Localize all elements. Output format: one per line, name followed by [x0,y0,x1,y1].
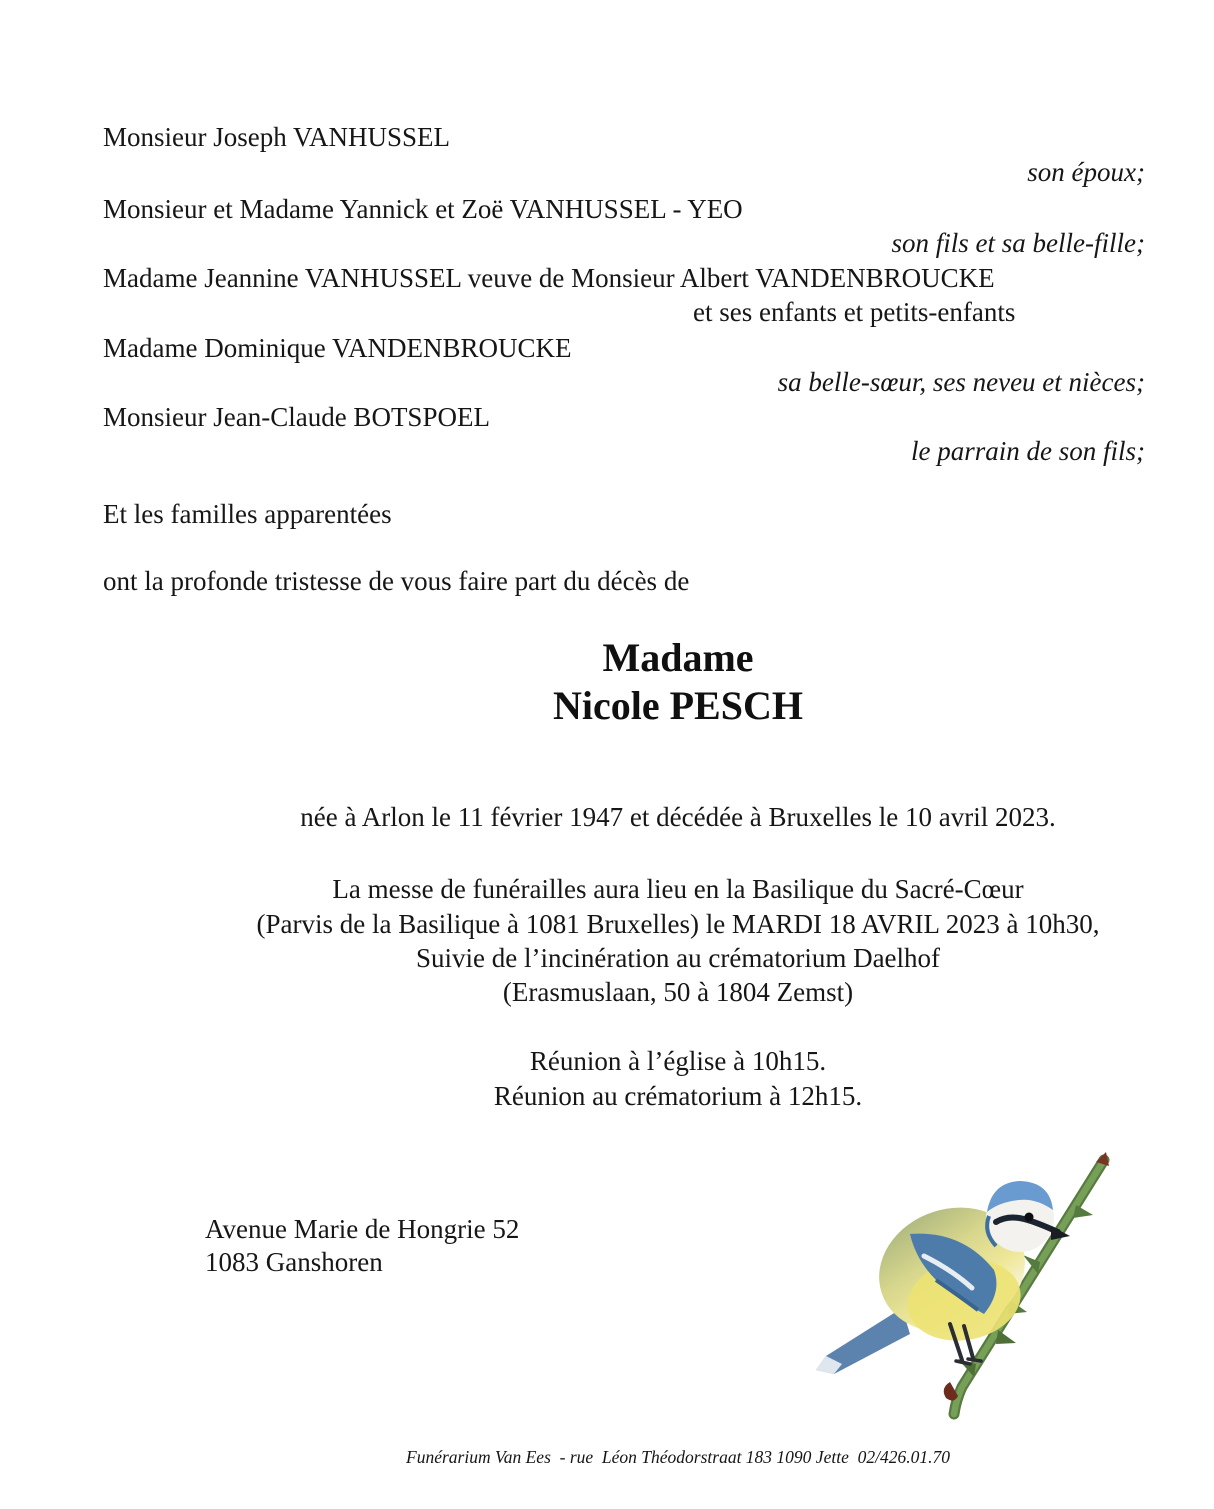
relation-sister-in-law: sa belle-sœur, ses neveu et nièces; [777,367,1145,397]
ceremony-line-3: Suivie de l’incinération au crématorium Daelhof [415,943,941,973]
ceremony-line-2: (Parvis de la Basilique à 1081 Bruxelles) le MARDI 18 AVRIL 2023 à 10h30, [256,909,1100,939]
family-member-sister-in-law: Madame Jeannine VANHUSSEL veuve de Monsieur Albert VANDENBROUCKE [103,263,995,293]
ceremony-line-1: La messe de funérailles aura lieu en la Basilique du Sacré-Cœur [332,874,1024,904]
relation-husband: son époux; [1027,157,1145,187]
relation-godfather: le parrain de son fils; [911,436,1145,466]
address-city: 1083 Ganshoren [205,1247,383,1277]
address-street: Avenue Marie de Hongrie 52 [205,1214,520,1244]
family-member-godfather: Monsieur Jean-Claude BOTSPOEL [103,402,490,432]
ceremony-line-4: (Erasmuslaan, 50 à 1804 Zemst) [502,977,854,1007]
family-member-son-couple: Monsieur et Madame Yannick et Zoë VANHUSSEL - YEO [103,194,743,224]
blue-tit-bird-image [812,1152,1212,1432]
relation-children: et ses enfants et petits-enfants [693,297,1016,327]
deceased-title: Madame [602,635,754,680]
family-member-dominique: Madame Dominique VANDENBROUCKE [103,333,572,363]
related-families-line: Et les familles apparentées [103,499,392,529]
family-member-husband: Monsieur Joseph VANHUSSEL [103,122,451,152]
deceased-name: Nicole PESCH [553,683,803,728]
funeral-home-footer: Funérarium Van Ees - rue Léon Théodorstraat 183 1090 Jette 02/426.01.70 [406,1447,950,1467]
relation-son: son fils et sa belle-fille; [891,228,1145,258]
reunion-crematorium: Réunion au crématorium à 12h15. [493,1081,863,1111]
birth-death-dates: née à Arlon le 11 février 1947 et décédée à Bruxelles le 10 avril 2023. [300,802,1056,832]
announcement-line: ont la profonde tristesse de vous faire part du décès de [103,566,690,596]
reunion-church: Réunion à l’église à 10h15. [529,1046,827,1076]
